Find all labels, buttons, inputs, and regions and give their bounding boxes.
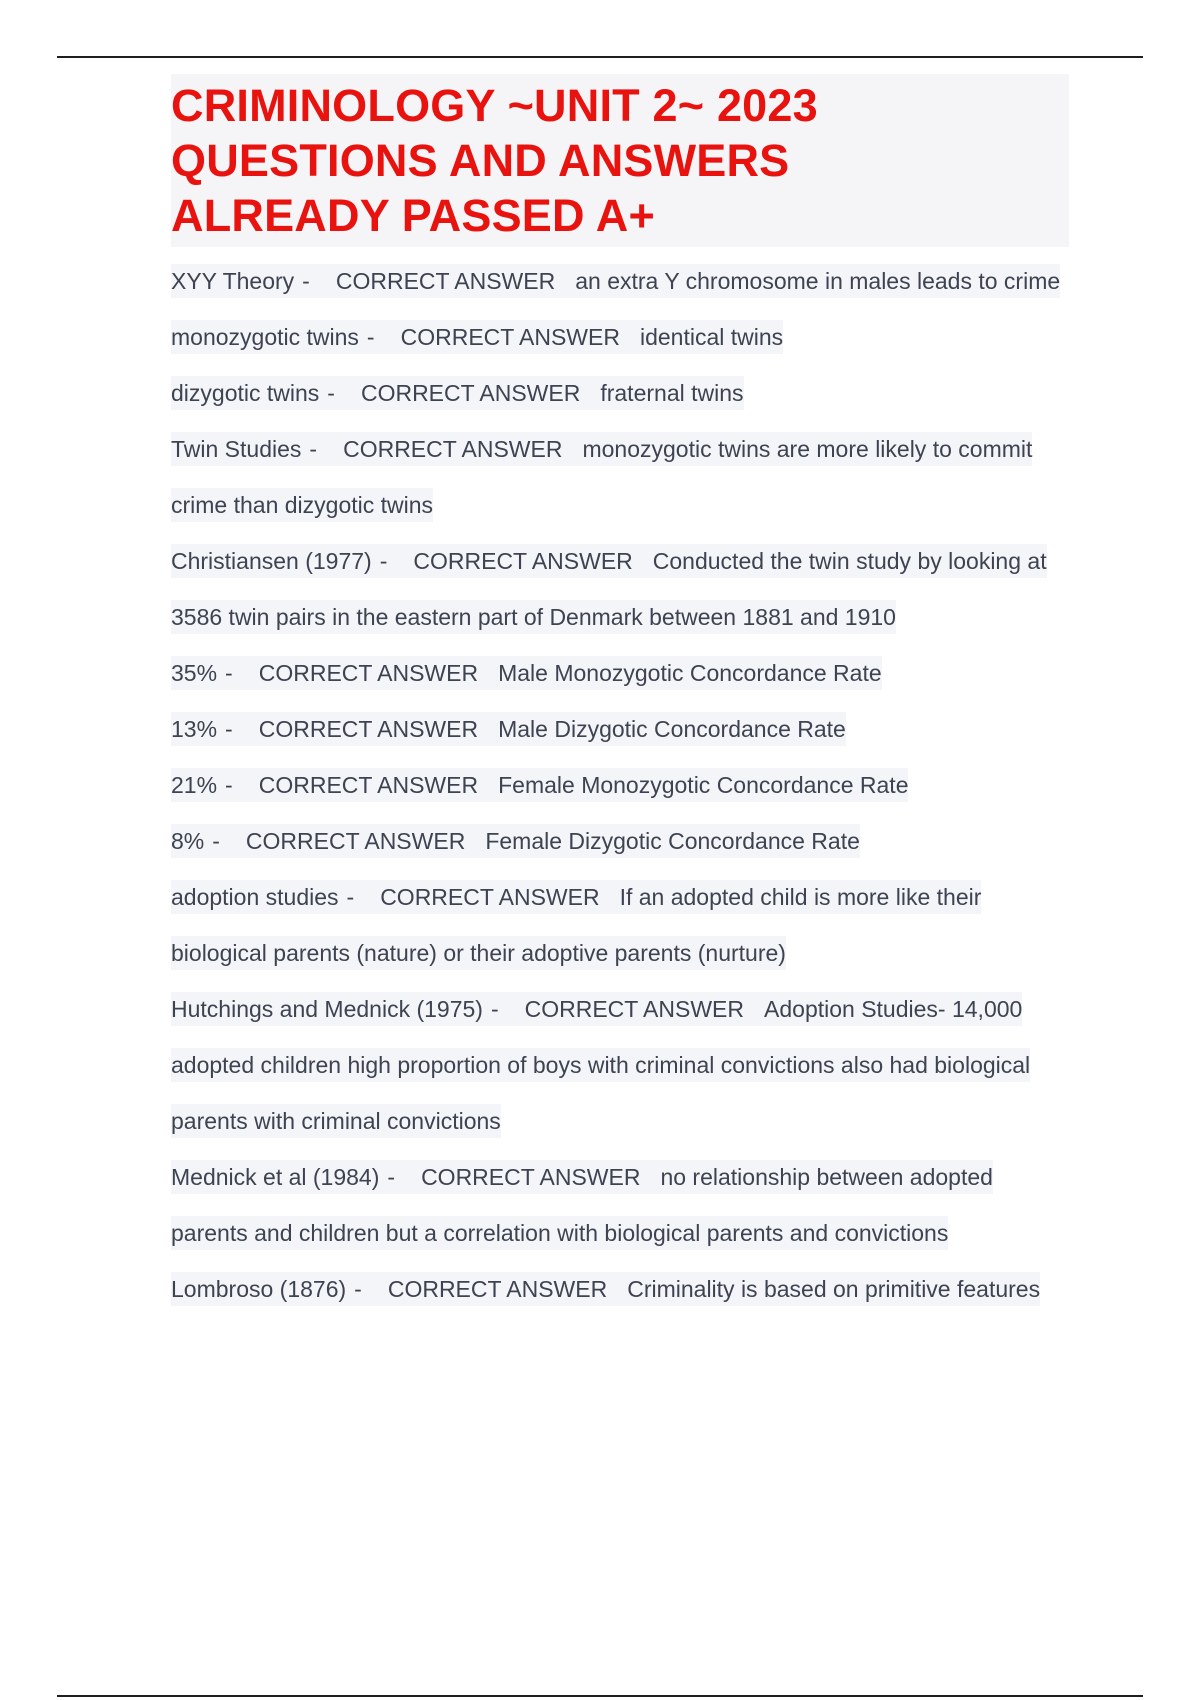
qa-term: 35% [171,660,218,686]
qa-entry-text [171,712,846,746]
correct-answer-label: CORRECT ANSWER [258,772,479,798]
title-line-3: ALREADY PASSED A+ [171,190,655,241]
qa-answer: If an adopted child is more like their biological parents (nature) or their adoptive parents (nurture) [171,884,982,966]
title-line-2: QUESTIONS AND ANSWERS [171,135,790,186]
qa-answer: Adoption Studies- 14,000 adopted children high proportion of boys with criminal convictions also had biological parents with criminal convictions [171,996,1031,1134]
qa-answer: no relationship between adopted parents and children but a correlation with biological parents and convictions [171,1164,993,1246]
document-title [171,74,1069,247]
document-body [171,74,1069,1317]
qa-term: Twin Studies [171,436,302,462]
qa-entry [171,757,1069,813]
qa-answer: identical twins [639,324,784,350]
qa-entry [171,701,1069,757]
qa-entry [171,533,1069,645]
correct-answer-label: CORRECT ANSWER [421,1164,641,1190]
qa-answer: Female Dizygotic Concordance Rate [485,828,860,854]
qa-entry [171,1149,1069,1261]
qa-answer: monozygotic twins are more likely to commit crime than dizygotic twins [171,436,1033,518]
correct-answer-label: CORRECT ANSWER [258,716,479,742]
correct-answer-label: CORRECT ANSWER [343,436,563,462]
qa-entry [171,365,1069,421]
correct-answer-label: CORRECT ANSWER [360,380,581,406]
qa-entry-text [171,1272,1040,1306]
qa-separator: - [225,716,233,742]
qa-entry-text [171,376,744,410]
correct-answer-label: CORRECT ANSWER [245,828,466,854]
qa-term: Christiansen (1977) [171,548,372,574]
qa-term: 8% [171,828,205,854]
qa-entry-text [171,432,1032,522]
title-line-1: CRIMINOLOGY ~UNIT 2~ 2023 [171,80,818,131]
correct-answer-label: CORRECT ANSWER [380,884,600,910]
qa-entry-text [171,768,908,802]
qa-term: Hutchings and Mednick (1975) [171,996,483,1022]
qa-answer: Female Monozygotic Concordance Rate [498,772,909,798]
qa-separator: - [302,268,310,294]
qa-entry [171,421,1069,533]
qa-answer: fraternal twins [600,380,744,406]
qa-term: monozygotic twins [171,324,359,350]
qa-term: XYY Theory [171,268,295,294]
qa-list [171,253,1069,1317]
qa-separator: - [346,884,355,910]
qa-entry-text [171,264,1060,298]
qa-separator: - [225,660,233,686]
qa-entry [171,309,1069,365]
qa-answer: Criminality is based on primitive features [627,1276,1041,1302]
qa-separator: - [212,828,220,854]
correct-answer-label: CORRECT ANSWER [524,996,745,1022]
correct-answer-label: CORRECT ANSWER [400,324,620,350]
qa-entry-text [171,320,783,354]
qa-term: dizygotic twins [171,380,320,406]
qa-separator: - [354,1276,362,1302]
qa-term: 13% [171,716,218,742]
qa-answer: Conducted the twin study by looking at 3586 twin pairs in the eastern part of Denmark between 1881 and 1910 [171,548,1047,630]
qa-separator: - [387,1164,396,1190]
qa-term: 21% [171,772,218,798]
qa-entry [171,645,1069,701]
qa-answer: Male Dizygotic Concordance Rate [498,716,846,742]
qa-separator: - [225,772,233,798]
correct-answer-label: CORRECT ANSWER [258,660,479,686]
qa-answer: an extra Y chromosome in males leads to crime [575,268,1061,294]
qa-entry-text [171,880,981,970]
qa-entry-text [171,1160,993,1250]
top-rule [57,56,1143,58]
correct-answer-label: CORRECT ANSWER [387,1276,608,1302]
qa-separator: - [327,380,335,406]
qa-entry [171,253,1069,309]
qa-term: Lombroso (1876) [171,1276,347,1302]
qa-answer: Male Monozygotic Concordance Rate [498,660,882,686]
qa-entry [171,981,1069,1149]
qa-term: Mednick et al (1984) [171,1164,380,1190]
correct-answer-label: CORRECT ANSWER [413,548,633,574]
qa-separator: - [309,436,318,462]
correct-answer-label: CORRECT ANSWER [335,268,556,294]
qa-entry-text [171,656,882,690]
qa-separator: - [379,548,388,574]
qa-term: adoption studies [171,884,339,910]
qa-separator: - [490,996,499,1022]
qa-entry [171,1261,1069,1317]
bottom-rule [57,1695,1143,1697]
qa-entry [171,869,1069,981]
qa-entry-text [171,824,860,858]
qa-separator: - [366,324,375,350]
qa-entry-text [171,544,1047,634]
qa-entry [171,813,1069,869]
qa-entry-text [171,992,1030,1138]
